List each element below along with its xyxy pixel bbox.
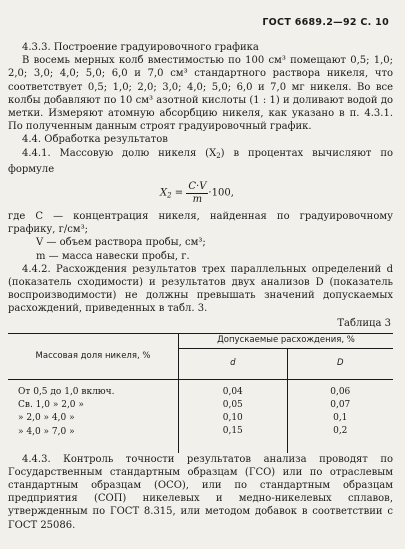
table-row (8, 399, 393, 412)
definition-v: V — объем раствора пробы, см³; (36, 237, 206, 249)
cell-range: » 2,0 » 4,0 » (8, 412, 179, 425)
cell-d: 0,05 (179, 399, 288, 412)
cell-range: От 0,5 до 1,0 включ. (8, 379, 179, 399)
cell-d: 0,04 (179, 379, 288, 399)
text-part: 4.4.1. Массовую долю никеля (X (22, 147, 217, 159)
cell-D: 0,1 (333, 413, 348, 424)
section-4-4-1-text (8, 147, 393, 176)
cell-range: » 4,0 » 7,0 » (8, 425, 179, 452)
col-header-D: D (336, 358, 344, 369)
document-body (8, 41, 393, 532)
section-title: 4.3.3. Построение градуировочного графика (22, 42, 259, 53)
table-row (8, 425, 393, 452)
section-4-4-3-text: 4.4.3. Контроль точности результатов анализа проводят по Государственным стандартным образцам (ГСО) или по отраслевым стандартным образцам (ОСО), или по стандартным образцам предприятия (СОП) никелевых и медно-никелевых сплавов, утвержденным по ГОСТ 8.315, или методом добавок в соответствии с ГОСТ 25086. (8, 453, 393, 531)
table-row (8, 379, 393, 399)
cell-d: 0,15 (179, 425, 288, 452)
page-header: ГОСТ 6689.2—92 С. 10 (262, 17, 389, 28)
formula-denominator: m (192, 194, 203, 206)
table-row (8, 412, 393, 425)
section-4-4-title: 4.4. Обработка результатов (22, 134, 168, 146)
formula-tail: ·100, (208, 187, 234, 199)
col-header-group: Допускаемые расхождения, % (179, 333, 394, 348)
formula-fraction (186, 181, 208, 205)
cell-D: 0,2 (333, 426, 348, 437)
section-4-3-3-title (8, 41, 393, 54)
formula-numerator: C·V (188, 181, 207, 193)
table-title: Таблица 3 (337, 317, 391, 329)
cell-D: 0,06 (287, 379, 393, 399)
col-header-mass: Массовая доля никеля, % (8, 333, 179, 379)
formula-lhs: X (160, 187, 168, 199)
definition-m: m — масса навески пробы, г. (36, 250, 190, 262)
section-4-3-3-text: В восемь мерных колб вместимостью по 100 см³ помещают 0,5; 1,0; 2,0; 3,0; 4,0; 5,0; 6,0 и 7,0 см³ стандартного раствора никеля, что соответствует 0,5; 1,0; 2,0; 3,0; 4,0; 5,0; 6,0 и 7,0 мг никеля. Во все колбы добавляют по 10 см³ азотной кислоты (1 : 1) и доливают водой до метки. Измеряют атомную абсорбцию никеля, как указано в п. 4.3.1. По полученным данным строят градуировочный график. (8, 55, 393, 133)
subscript: 2 (216, 151, 221, 160)
cell-d: 0,10 (179, 412, 288, 425)
col-header-d: d (179, 348, 288, 379)
formula-lhs-sub: 2 (167, 191, 172, 200)
text-part: ) в процентах вычисляют по формуле (8, 147, 393, 175)
formula-eq: = (174, 187, 184, 199)
cell-D: 0,07 (330, 400, 351, 411)
cell-range: Св. 1,0 » 2,0 » (8, 399, 179, 412)
definition-c: где C — концентрация никеля, найденная по градуировочному графику, г/см³; (8, 211, 393, 236)
formula (8, 181, 393, 205)
section-4-4-2-text: 4.4.2. Расхождения результатов трех параллельных определений d (показатель сходимости) и результатов двух анализов D (показатель воспроизводимости) не должны превышать значений допускаемых расхождений, приведенных в табл. 3. (8, 263, 393, 315)
tolerance-table (8, 333, 393, 453)
